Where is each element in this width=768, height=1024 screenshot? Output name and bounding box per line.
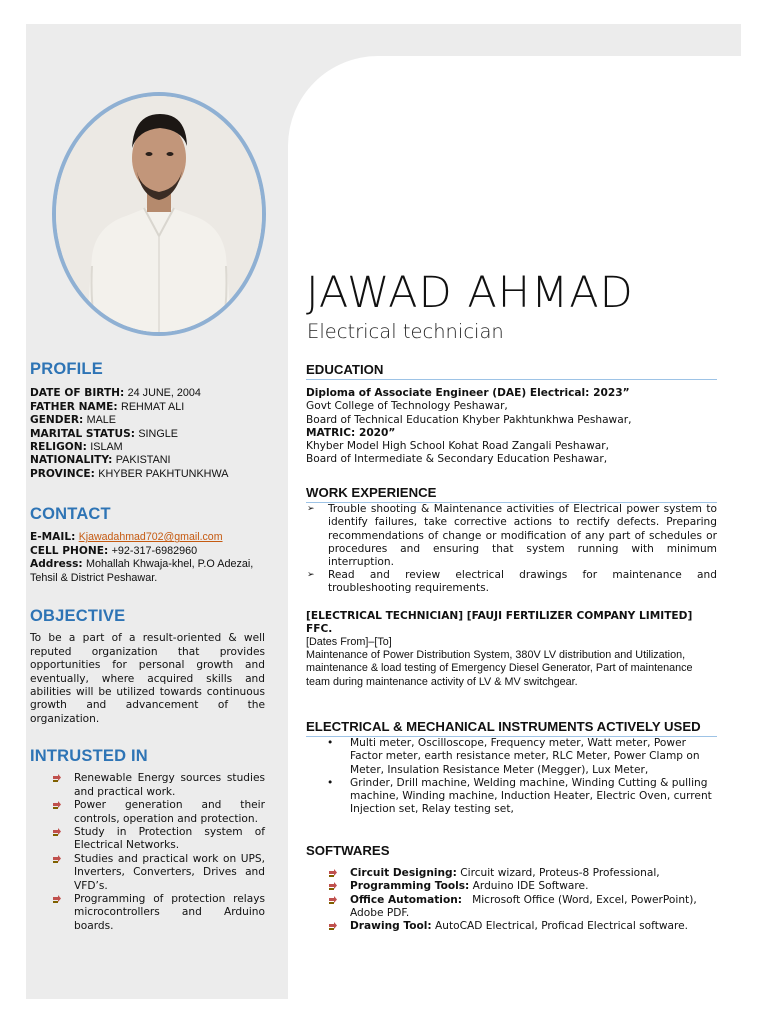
- contact-heading: CONTACT: [30, 505, 111, 523]
- pointing-hand-icon: [52, 854, 62, 868]
- list-item: Programming Tools: Arduino IDE Software.: [306, 880, 717, 893]
- list-item: • Grinder, Drill machine, Welding machine, Winding Cutting & pulling machine, Winding machine, Induction Heater, Electric Oven, current Injection set, Relay testing set,: [327, 776, 712, 816]
- pointing-hand-icon: [52, 894, 62, 908]
- contact-phone: CELL PHONE: +92-317-6982960: [30, 544, 198, 557]
- list-item: Renewable Energy sources studies and practical work.: [30, 772, 265, 799]
- matric-title: MATRIC: 2020”: [306, 426, 396, 439]
- interested-section: [30, 747, 265, 933]
- job-description: Maintenance of Power Distribution System, 380V LV distribution and Utilization, maintenance & load testing of Emergency Diesel Generator, Part of maintenance team during maintenance activity of LV & MV switchgear.: [306, 649, 693, 688]
- list-item: • Multi meter, Oscilloscope, Frequency meter, Watt meter, Power Factor meter, earth resistance meter, RLC Meter, Power Clamp on Meter, Insulation Resistance Meter (Megger), Lux Meter,: [327, 737, 700, 776]
- softwares-heading: SOFTWARES: [306, 843, 390, 858]
- arrow-bullet-icon: ➢: [307, 570, 315, 581]
- list-item: Circuit Designing: Circuit wizard, Proteus-8 Professional,: [306, 867, 717, 880]
- instruments-list: [306, 737, 717, 816]
- instruments-heading: ELECTRICAL & MECHANICAL INSTRUMENTS ACTIVELY USED: [306, 720, 717, 737]
- pointing-hand-icon: [328, 921, 338, 935]
- profile-religion: RELIGON: ISLAM: [30, 441, 123, 454]
- diploma-college: Govt College of Technology Peshawar,: [306, 400, 508, 413]
- education-section: [306, 363, 717, 466]
- objective-heading: OBJECTIVE: [30, 607, 126, 625]
- diploma-title: Diploma of Associate Engineer (DAE) Electrical: 2023”: [306, 387, 630, 400]
- list-item: ➢ Read and review electrical drawings for maintenance and troubleshooting requirements.: [307, 569, 717, 595]
- interested-list: [30, 772, 265, 933]
- instruments-section: [306, 720, 717, 816]
- profile-father-name: FATHER NAME: REHMAT ALI: [30, 400, 185, 413]
- pointing-hand-icon: [52, 827, 62, 841]
- profile-nationality: NATIONALITY: PAKISTANI: [30, 454, 171, 467]
- list-item: Programming of protection relays microcontrollers and Arduino boards.: [30, 893, 265, 933]
- pointing-hand-icon: [52, 773, 62, 787]
- contact-address: Address: Mohallah Khwaja-khel, P.O Adezai, Tehsil & District Peshawar.: [30, 558, 254, 584]
- work-heading: WORK EXPERIENCE: [306, 486, 717, 503]
- profile-section: [30, 360, 265, 481]
- list-item: Studies and practical work on UPS, Inverters, Converters, Drives and VFD’s.: [30, 853, 265, 893]
- profile-dob: DATE OF BIRTH: 24 JUNE, 2004: [30, 387, 201, 400]
- pointing-hand-icon: [52, 800, 62, 814]
- softwares-section: [306, 844, 717, 933]
- matric-board: Board of Intermediate & Secondary Education Peshawar,: [306, 453, 608, 466]
- profile-photo: [52, 92, 266, 336]
- list-item: Study in Protection system of Electrical Networks.: [30, 826, 265, 853]
- list-item: ➢ Trouble shooting & Maintenance activities of Electrical power system to identify failures, take corrective actions to rectify defects. Preparing recommendations of change or modification of any part of schedules or procedures and ensuring that system running with minimum interruption.: [307, 503, 717, 569]
- education-body: [306, 387, 717, 466]
- candidate-name: JAWAD AHMAD: [306, 268, 634, 318]
- profile-province: PROVINCE: KHYBER PAKHTUNKHWA: [30, 467, 229, 480]
- work-bullets: [306, 503, 717, 595]
- list-item: Office Automation: Microsoft Office (Word, Excel, PowerPoint), Adobe PDF.: [306, 894, 717, 920]
- contact-email: E-MAIL: Kjawadahmad702@gmail.com: [30, 531, 223, 544]
- job-title: Electrical technician: [307, 320, 504, 343]
- contact-section: [30, 505, 265, 585]
- pointing-hand-icon: [328, 895, 338, 909]
- matric-school: Khyber Model High School Kohat Road Zangali Peshawar,: [306, 440, 609, 453]
- objective-section: [30, 607, 265, 726]
- profile-heading: PROFILE: [30, 360, 103, 378]
- diploma-board: Board of Technical Education Khyber Pakhtunkhwa Peshawar,: [306, 413, 632, 426]
- education-heading: EDUCATION: [306, 363, 717, 380]
- profile-list: [30, 387, 265, 481]
- email-link[interactable]: Kjawadahmad702@gmail.com: [78, 531, 223, 544]
- dot-bullet-icon: •: [327, 737, 334, 750]
- work-section: [306, 486, 717, 689]
- list-item: Power generation and their controls, operation and protection.: [30, 799, 265, 826]
- job-entry-title: [ELECTRICAL TECHNICIAN] [FAUJI FERTILIZER COMPANY LIMITED] FFC.: [306, 609, 693, 635]
- contact-list: [30, 531, 265, 585]
- person-portrait-image: [56, 96, 262, 332]
- softwares-list: [306, 867, 717, 933]
- profile-marital-status: MARITAL STATUS: SINGLE: [30, 427, 178, 440]
- objective-text: To be a part of a result-oriented & well reputed organization that provides opportunities for personal growth and eventually, where acquired skills and abilities will be utilized towards continuous growth and advancement of the organization.: [30, 632, 265, 725]
- list-item: Drawing Tool: AutoCAD Electrical, Proficad Electrical software.: [306, 920, 717, 933]
- profile-gender: GENDER: MALE: [30, 414, 117, 427]
- dot-bullet-icon: •: [327, 776, 334, 789]
- arrow-bullet-icon: ➢: [307, 504, 315, 515]
- interested-heading: INTRUSTED IN: [30, 747, 148, 765]
- job-dates: [Dates From]–[To]: [306, 636, 392, 649]
